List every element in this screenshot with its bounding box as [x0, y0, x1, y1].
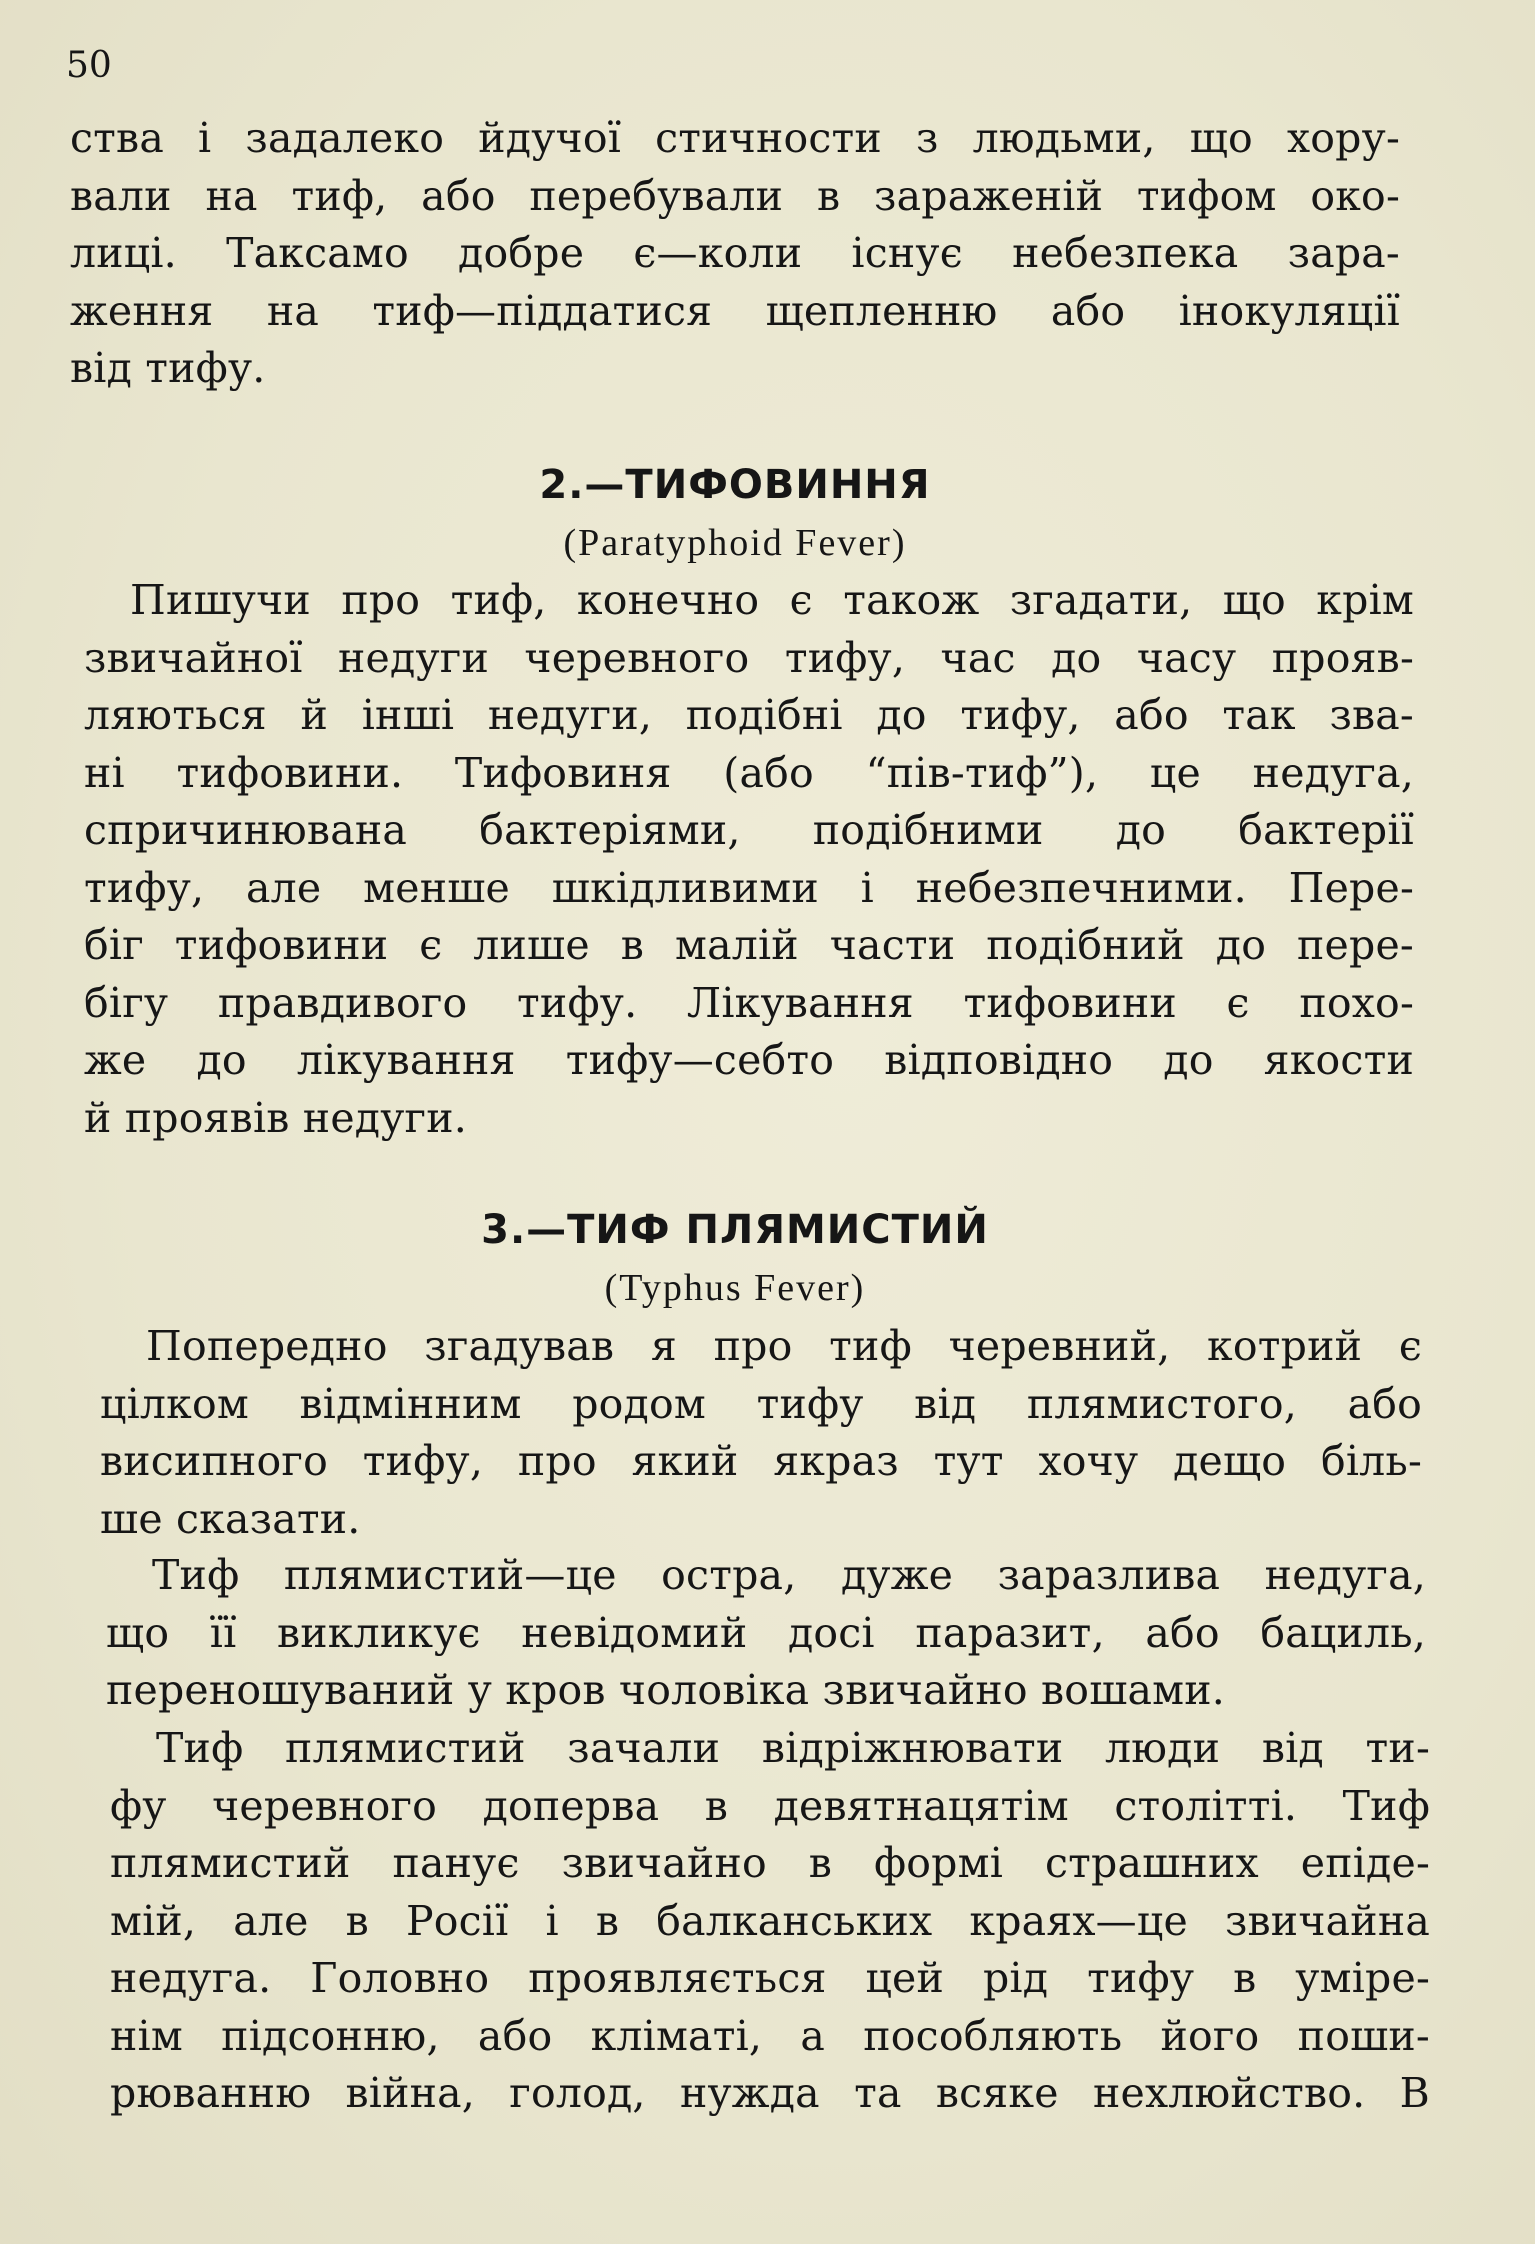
text-line: бігу правдивого тифу. Лікування тифовини є похо- — [84, 978, 1414, 1027]
text-line: й проявів недуги. — [84, 1093, 467, 1142]
text-line: лиці. Таксамо добре є—коли існує небезпека зара- — [70, 229, 1400, 277]
text-line: від тифу. — [70, 344, 266, 392]
text-line: спричинювана бактеріями, подібними до бактерії — [84, 806, 1414, 854]
section-2-subheading: (Paratyphoid Fever) — [563, 522, 907, 564]
text-line: біг тифовини є лише в малій части подібний до пере- — [84, 921, 1414, 969]
text-line: Попередно згадував я про тиф черевний, котрий є — [146, 1322, 1422, 1370]
page-number: 50 — [66, 45, 112, 86]
text-line: ні тифовини. Тифовиня (або “пів-тиф”), це недуга, — [84, 748, 1414, 797]
section-2-paragraph — [84, 572, 1414, 1147]
text-line: мій, але в Росії і в балканських краях—це звичайна — [110, 1896, 1430, 1945]
text-line: ження на тиф—піддатися щепленню або інокуляції — [70, 286, 1400, 335]
text-line: цілком відмінним родом тифу від плямистого, або — [100, 1379, 1422, 1428]
text-line: висипного тифу, про який якраз тут хочу дещо біль- — [100, 1437, 1422, 1485]
text-line: ства і задалеко йдучої стичности з людьми, що хору- — [70, 114, 1400, 162]
text-line: нім підсонню, або клiматі, а пособляють його поши- — [110, 2011, 1430, 2060]
text-line: що її викликує невідомий досі паразит, або бациль, — [106, 1608, 1426, 1657]
section-3-subheading: (Typhus Fever) — [604, 1267, 866, 1309]
text-line: ше сказати. — [100, 1494, 361, 1543]
text-line: тифу, але менше шкідливими і небезпечними. Пере- — [84, 863, 1414, 912]
section-2-heading: 2.—ТИФОВИННЯ — [539, 462, 931, 508]
section-3-paragraph-1 — [100, 1318, 1422, 1548]
text-line: Тиф плямистий—це остра, дуже заразлива недуга, — [152, 1551, 1426, 1599]
text-line: звичайної недуги черевного тифу, час до часу прояв- — [84, 633, 1414, 682]
text-line: фу черевного доперва в девятнацятім столітті. Тиф — [110, 1781, 1430, 1830]
section-3-paragraph-3 — [110, 1720, 1430, 2123]
text-line: ляються й інші недуги, подібні до тифу, або так зва- — [84, 691, 1414, 739]
text-line: плямистий панує звичайно в формі страшних епіде- — [110, 1839, 1430, 1887]
text-line: же до лікування тифу—себто відповідно до якости — [84, 1036, 1414, 1084]
text-line: рюванню війна, голод, нужда та всяке нехлюйство. В — [110, 2069, 1430, 2117]
text-line: переношуваний у кров чоловіка звичайно вошами. — [106, 1666, 1226, 1714]
text-line: Пишучи про тиф, конечно є також згадати, що крім — [130, 576, 1414, 624]
section-3-heading: 3.—ТИФ ПЛЯМИСТИЙ — [481, 1207, 989, 1253]
text-line: Тиф плямистий зачали відріжнювати люди від ти- — [156, 1724, 1430, 1772]
text-line: недуга. Головно проявляється цей рід тифу в уміре- — [110, 1954, 1430, 2002]
text-line: вали на тиф, або перебували в зараженій тифом око- — [70, 171, 1400, 220]
intro-paragraph — [70, 110, 1400, 398]
section-3-paragraph-2 — [106, 1547, 1426, 1720]
